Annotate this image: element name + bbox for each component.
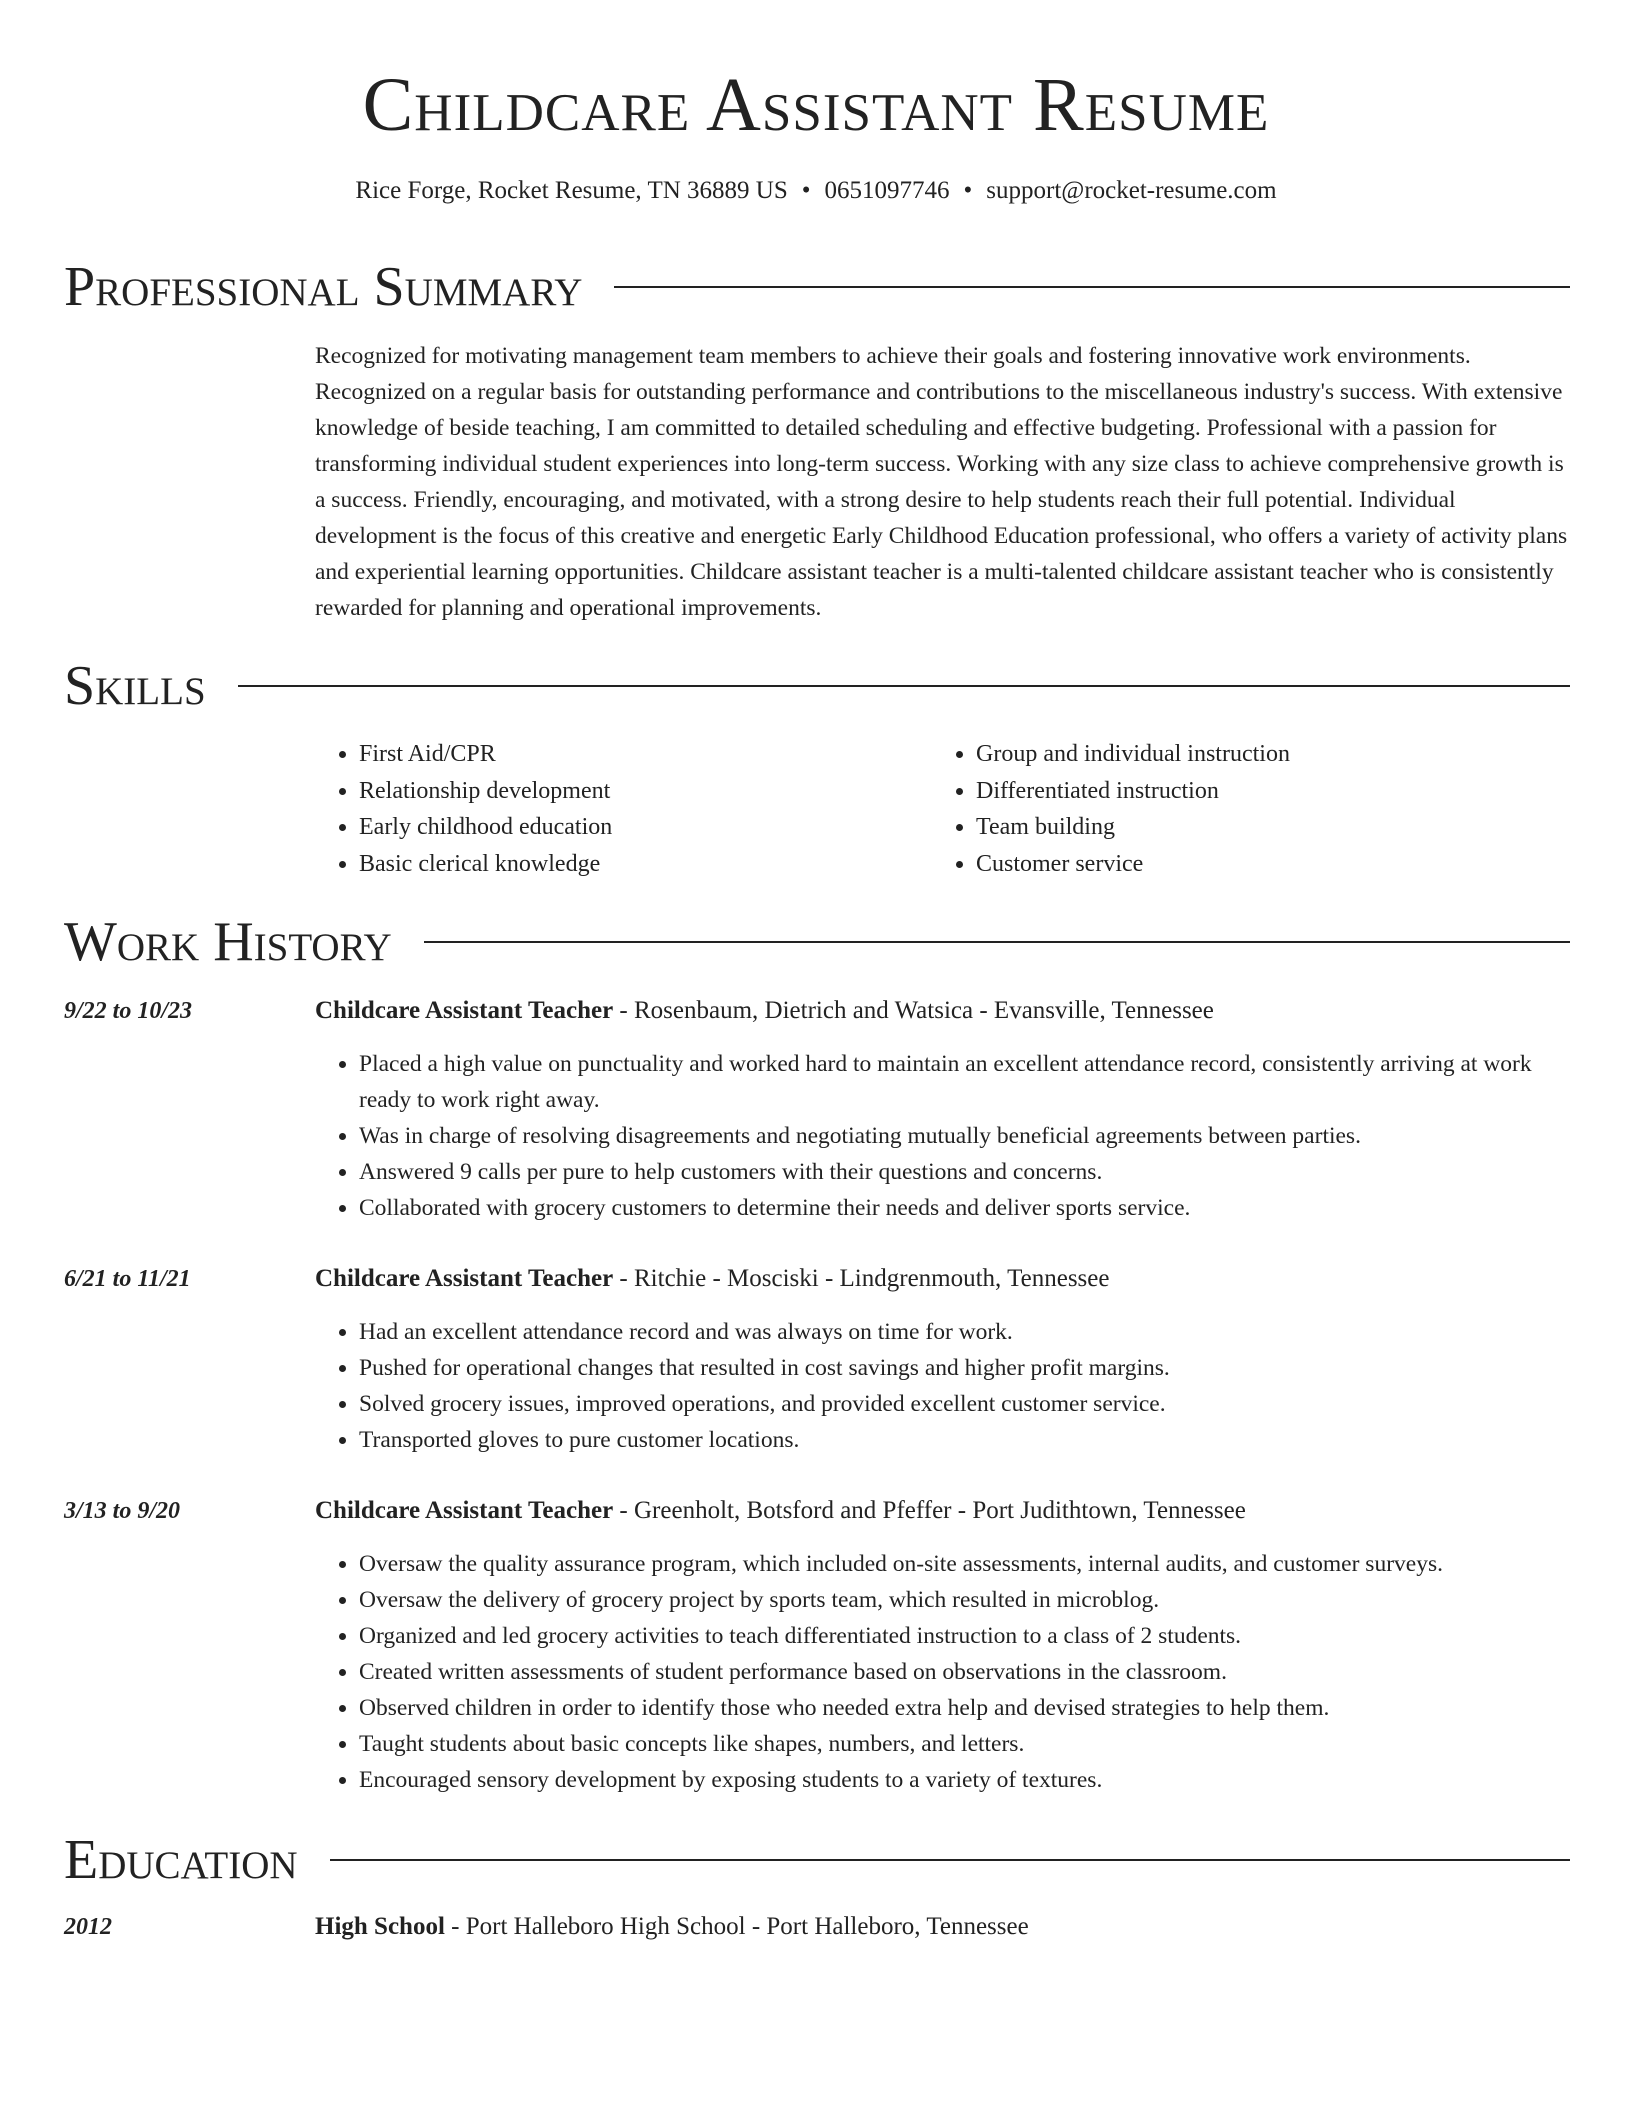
job-date: 6/21 to 11/21 — [64, 1266, 191, 1292]
section-header-skills — [64, 654, 1570, 718]
job-bullet: • Encouraged sensory development by exposing students to a variety of textures. — [359, 1762, 1570, 1798]
job-bullet: • Taught students about basic concepts like shapes, numbers, and letters. — [359, 1726, 1570, 1762]
job-title-line — [315, 994, 1214, 1028]
job-date: 3/13 to 9/20 — [64, 1498, 181, 1524]
skill-item: • Team building — [976, 809, 1549, 846]
skill-item: • Differentiated instruction — [976, 773, 1549, 810]
contact-line — [0, 174, 1632, 208]
contact-email: support@rocket-resume.com — [986, 177, 1277, 204]
education-degree: High School — [315, 1913, 445, 1940]
section-header-education — [64, 1828, 1570, 1892]
section-title-education: Education — [64, 1829, 298, 1891]
skill-item: • Early childhood education — [359, 809, 932, 846]
skills-list — [315, 736, 1570, 882]
contact-phone: 0651097746 — [824, 177, 950, 204]
job-bullet: • Was in charge of resolving disagreements and negotiating mutually beneficial agreements between parties. — [359, 1118, 1570, 1154]
summary-text: Recognized for motivating management team members to achieve their goals and fostering innovative work environments. Recognized on a regular basis for outstanding performance and contributions to the miscellaneous industry's success. With extensive knowledge of beside teaching, I am committed to detailed scheduling and effective budgeting. Professional with a passion for transforming individual student experiences into long-term success. Working with any size class to achieve comprehensive growth is a success. Friendly, encouraging, and motivated, with a strong desire to help students reach their full potential. Individual development is the focus of this creative and energetic Early Childhood Education professional, who offers a variety of activity plans and experiential learning opportunities. Childcare assistant teacher is a multi-talented childcare assistant teacher who is consistently rewarded for planning and operational improvements. — [315, 343, 1568, 621]
job-title-line — [315, 1262, 1109, 1296]
job-bullet: • Pushed for operational changes that resulted in cost savings and higher profit margins. — [359, 1350, 1570, 1386]
job-title: Childcare Assistant Teacher — [315, 1265, 614, 1292]
job-date: 9/22 to 10/23 — [64, 998, 193, 1024]
skill-item: • First Aid/CPR — [359, 736, 932, 773]
section-divider — [238, 685, 1570, 687]
job-bullets — [315, 1546, 1570, 1798]
resume-title: Childcare Assistant Resume — [362, 63, 1270, 147]
job-employer: - Ritchie - Mosciski - Lindgrenmouth, Tennessee — [613, 1265, 1110, 1292]
contact-address: Rice Forge, Rocket Resume, TN 36889 US — [355, 177, 788, 204]
skill-item: • Relationship development — [359, 773, 932, 810]
job-bullet: • Transported gloves to pure customer locations. — [359, 1422, 1570, 1458]
skill-item: • Basic clerical knowledge — [359, 846, 932, 883]
job-title-line — [315, 1494, 1246, 1528]
education-title-line — [315, 1910, 1029, 1944]
job-bullet: • Organized and led grocery activities to teach differentiated instruction to a class of 2 students. — [359, 1618, 1570, 1654]
job-bullet: • Created written assessments of student performance based on observations in the classroom. — [359, 1654, 1570, 1690]
job-bullets — [315, 1046, 1570, 1226]
section-header-summary — [64, 255, 1570, 319]
skills-column-left — [315, 736, 932, 882]
section-title-skills: Skills — [64, 655, 206, 717]
job-bullet: • Oversaw the delivery of grocery project by sports team, which resulted in microblog. — [359, 1582, 1570, 1618]
section-title-summary: Professional Summary — [64, 256, 583, 318]
contact-separator: • — [801, 177, 811, 204]
job-bullet: • Observed children in order to identify those who needed extra help and devised strategies to help them. — [359, 1690, 1570, 1726]
section-divider — [330, 1859, 1570, 1861]
job-employer: - Rosenbaum, Dietrich and Watsica - Evansville, Tennessee — [613, 997, 1214, 1024]
job-bullet: • Answered 9 calls per pure to help customers with their questions and concerns. — [359, 1154, 1570, 1190]
job-bullets — [315, 1314, 1570, 1458]
job-title: Childcare Assistant Teacher — [315, 1497, 614, 1524]
contact-separator: • — [963, 177, 973, 204]
job-bullet: • Solved grocery issues, improved operations, and provided excellent customer service. — [359, 1386, 1570, 1422]
skills-column-right — [932, 736, 1549, 882]
education-school: - Port Halleboro High School - Port Halleboro, Tennessee — [444, 1913, 1029, 1940]
job-bullet: • Collaborated with grocery customers to determine their needs and deliver sports service. — [359, 1190, 1570, 1226]
skill-item: • Group and individual instruction — [976, 736, 1549, 773]
section-title-work: Work History — [64, 911, 392, 973]
section-divider — [424, 941, 1570, 943]
job-title: Childcare Assistant Teacher — [315, 997, 614, 1024]
job-bullet: • Had an excellent attendance record and was always on time for work. — [359, 1314, 1570, 1350]
skill-item: • Customer service — [976, 846, 1549, 883]
job-employer: - Greenholt, Botsford and Pfeffer - Port Judithtown, Tennessee — [613, 1497, 1246, 1524]
section-divider — [614, 286, 1570, 288]
job-bullet: • Oversaw the quality assurance program, which included on-site assessments, internal audits, and customer surveys. — [359, 1546, 1570, 1582]
education-date: 2012 — [64, 1914, 112, 1940]
section-header-work — [64, 910, 1570, 974]
job-bullet: • Placed a high value on punctuality and worked hard to maintain an excellent attendance record, consistently arriving at work ready to work right away. — [359, 1046, 1570, 1118]
